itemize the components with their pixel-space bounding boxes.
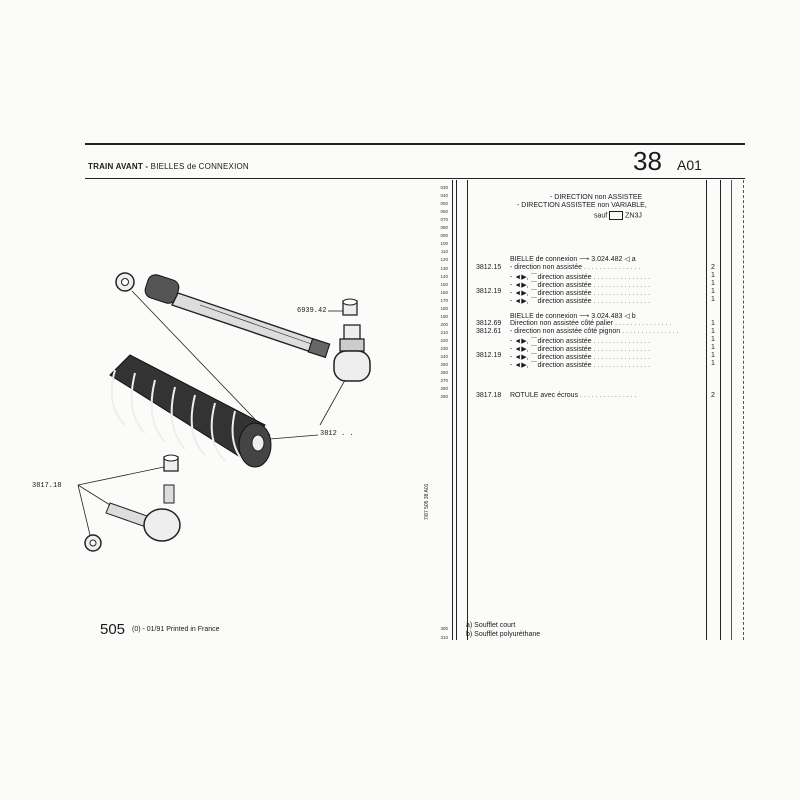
line-number: 280 (440, 386, 448, 392)
line-number: 260 (440, 370, 448, 376)
note-lineno-2: 310 (440, 635, 448, 640)
part-quantity: 1 (711, 271, 715, 279)
part-description-text: BIELLE de connexion (510, 312, 578, 320)
line-number: 060 (440, 209, 448, 215)
leader-dots: . . . . . . . . . . . . . . . (591, 289, 650, 297)
note-letter: b (631, 312, 636, 320)
part-quantity: 1 (711, 352, 715, 360)
model-number: 505 (100, 621, 126, 638)
lower-nut-icon (164, 455, 178, 471)
direction-symbol-icon: - ◄▶, ⌒ (510, 362, 538, 370)
arrow-icon: ⟶ (577, 256, 592, 264)
line-number: 180 (440, 305, 448, 311)
part-description-text: direction assistée (537, 273, 592, 281)
part-ref: 3812.19 (476, 287, 502, 295)
leader-dots: . . . . . . . . . . . . . . . (591, 281, 650, 289)
direction-symbol-icon: - ◄▶, ⌒ (510, 297, 538, 305)
top-rule (85, 143, 745, 145)
part-quantity: 1 (711, 335, 715, 343)
part-description-text: ROTULE avec écrous (510, 392, 579, 400)
note-letter: a (631, 256, 636, 264)
qty-rule (706, 180, 707, 640)
part-description-text: - direction non assistée côté pignon (510, 327, 621, 335)
qty-rule-2 (720, 180, 721, 640)
leader-dots: . . . . . . . . . . . . . . . (591, 337, 650, 345)
part-number: 3.024.482 (591, 256, 623, 264)
line-number: 270 (440, 378, 448, 384)
part-description-text: - direction non assistée (510, 263, 582, 271)
title-sub: BIELLES de CONNEXION (150, 162, 249, 171)
line-number: 120 (440, 257, 448, 263)
leader-dots: . . . . . . . . . . . . . . . (591, 273, 650, 281)
leader-dots: . . . . . . . . . . . . . . . (581, 263, 641, 271)
line-number: 030 (440, 185, 448, 190)
line-number: 220 (440, 337, 448, 343)
line-number: 070 (440, 217, 448, 223)
part-ref: 3812.61 (476, 327, 502, 335)
side-code: 7/87 505 38 A01 (424, 483, 430, 520)
part-description-text: direction assistée (537, 297, 592, 305)
part-number: 3.024.483 (591, 312, 623, 320)
leader-dots: . . . . . . . . . . . . . . . (591, 354, 650, 362)
part-quantity: 1 (711, 360, 715, 368)
line-number: 290 (440, 394, 448, 400)
part-description (510, 360, 650, 370)
page-title (88, 162, 249, 171)
part-quantity: 1 (711, 287, 715, 295)
note-1: a) Soufflet court (466, 622, 516, 629)
direction-symbol-icon: - ◄▶, ⌒ (510, 337, 538, 345)
exploded-diagram (60, 255, 420, 600)
criteria-line-2: - DIRECTION ASSISTEE non VARIABLE, (517, 202, 647, 209)
label-rod: 3812 . . (320, 430, 354, 438)
page-code: A01 (677, 157, 702, 173)
part-quantity: 1 (711, 279, 715, 287)
label-balljoint: 3817.18 (32, 482, 62, 490)
print-info: (0) - 01/91 Printed in France (132, 626, 220, 633)
direction-symbol-icon: - ◄▶, ⌒ (510, 346, 538, 353)
part-quantity: 1 (711, 319, 715, 327)
part-quantity: 1 (711, 327, 715, 335)
lineno-rule (452, 180, 453, 640)
criteria-line-1: - DIRECTION non ASSISTEE (550, 194, 643, 201)
note-marker-icon: ◁ (622, 312, 632, 320)
line-number: 240 (440, 354, 448, 360)
part-description-text: direction assistée (537, 354, 592, 362)
leader-dots: . . . . . . . . . . . . . . . (613, 319, 672, 327)
line-number: 090 (440, 233, 448, 239)
ball-joint-lower-icon (106, 485, 180, 541)
line-number: 110 (440, 249, 448, 255)
line-number: 080 (440, 225, 448, 231)
part-ref: 3812.15 (476, 263, 502, 271)
lineno-rule-2 (456, 180, 457, 640)
label-nut: 6939.42 (297, 307, 327, 315)
line-number: 140 (440, 273, 448, 279)
direction-symbol-icon: - ◄▶, ⌒ (510, 273, 538, 281)
direction-symbol-icon: - ◄▶, ⌒ (510, 281, 538, 289)
part-description (510, 320, 671, 327)
line-number: 210 (440, 329, 448, 335)
ball-joint-right-icon (320, 325, 370, 425)
part-quantity: 2 (711, 263, 715, 271)
line-number: 160 (440, 289, 448, 295)
arrow-icon: ⟶ (577, 312, 592, 320)
leader-dots: . . . . . . . . . . . . . . . (578, 392, 637, 400)
part-ref: 3812.69 (476, 319, 502, 327)
line-number: 100 (440, 241, 448, 247)
line-number: 150 (440, 281, 448, 287)
part-description (510, 392, 636, 399)
note-2: b) Soufflet polyuréthane (466, 631, 541, 638)
line-number: 050 (440, 201, 448, 207)
ref-rule (467, 180, 468, 640)
part-description-text: direction assistée (537, 346, 592, 353)
part-description (510, 296, 650, 306)
title-main: TRAIN AVANT - (88, 162, 151, 171)
line-number: 040 (440, 193, 448, 199)
part-description-text: direction assistée (537, 337, 592, 345)
part-description-text: Direction non assistée côté palier (510, 319, 614, 327)
part-description (510, 312, 636, 320)
line-number: 200 (440, 321, 448, 327)
tie-rod-icon (143, 273, 330, 358)
part-quantity: 1 (711, 295, 715, 303)
line-number: 130 (440, 265, 448, 271)
line-number: 170 (440, 297, 448, 303)
part-ref: 3817.18 (476, 392, 502, 400)
page-number: 38 (633, 146, 662, 176)
note-lineno-1: 300 (440, 626, 448, 631)
col-rule-a (731, 180, 732, 640)
leader-dots: . . . . . . . . . . . . . . . (620, 327, 679, 335)
part-description-text: direction assistée (537, 362, 592, 370)
leader-dots: . . . . . . . . . . . . . . . (591, 346, 650, 353)
part-quantity: 2 (711, 392, 715, 400)
title-rule (85, 178, 745, 179)
criteria-prefix: sauf (594, 212, 608, 220)
washer-icon (116, 273, 134, 291)
line-number: 250 (440, 362, 448, 368)
nut-icon (328, 299, 357, 315)
code-box-icon (609, 211, 623, 220)
part-description (510, 255, 636, 263)
leader-dots: . . . . . . . . . . . . . . . (591, 297, 650, 305)
col-rule-b (743, 180, 744, 640)
direction-symbol-icon: - ◄▶, ⌒ (510, 354, 538, 362)
lower-washer-icon (85, 535, 101, 551)
line-number: 230 (440, 346, 448, 351)
part-description (510, 264, 640, 271)
criteria-line-3 (594, 211, 642, 220)
note-marker-icon: ◁ (622, 256, 632, 264)
leader-dots: . . . . . . . . . . . . . . . (591, 362, 650, 370)
part-ref: 3812.19 (476, 352, 502, 360)
line-number: 190 (440, 313, 448, 319)
direction-symbol-icon: - ◄▶, ⌒ (510, 289, 538, 297)
part-description (510, 328, 678, 335)
part-description-text: direction assistée (537, 289, 592, 297)
part-description-text: BIELLE de connexion (510, 256, 578, 264)
part-description-text: direction assistée (537, 281, 592, 289)
criteria-code: ZN3J (625, 212, 642, 220)
part-quantity: 1 (711, 344, 715, 351)
